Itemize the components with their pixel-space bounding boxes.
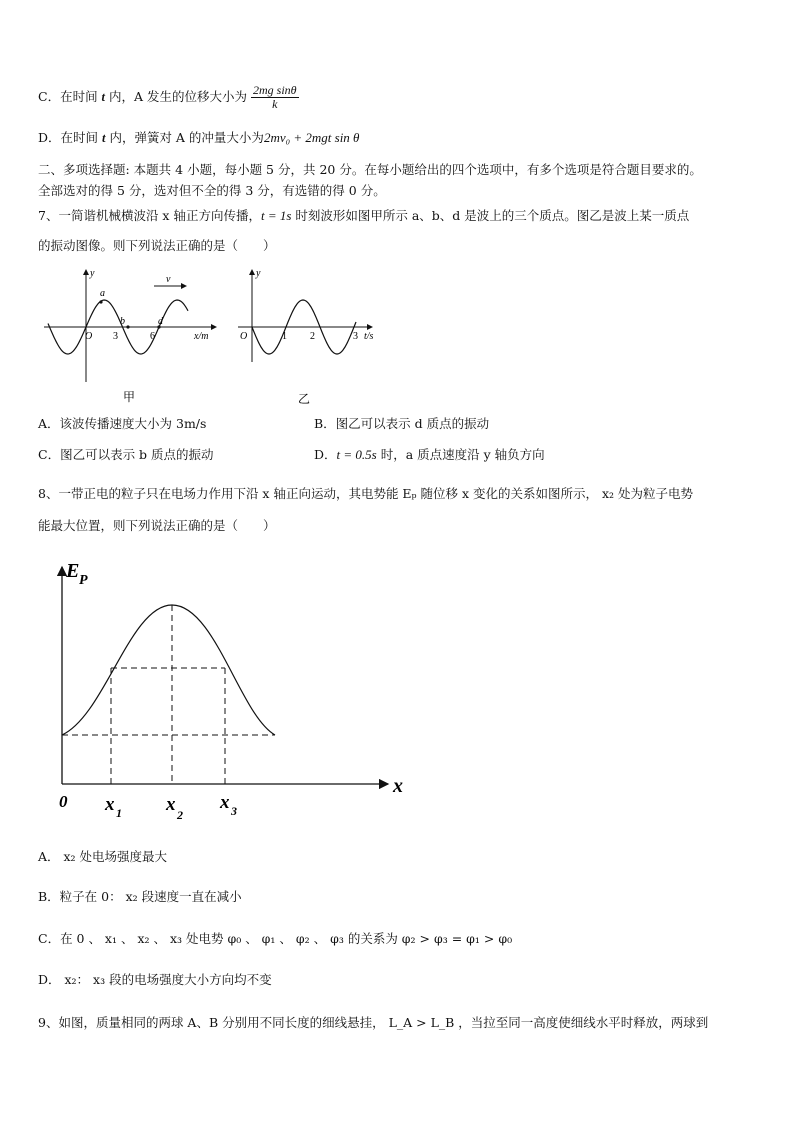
q7a-v-label: v: [166, 274, 171, 285]
q7-optd-post: 时，a 质点速度沿 y 轴负方向: [376, 447, 545, 462]
q7a-x-unit: x/m: [194, 331, 209, 342]
q8-option-c: C．在 0 、 x₁ 、 x₂ 、 x₃ 处电势 φ₀ 、 φ₁ 、 φ₂ 、 φ₃ 的关系为 φ₂ > φ₃ = φ₁ > φ₀: [38, 931, 513, 946]
q6-optc-den: k: [272, 97, 278, 111]
q7a-tick-6: 6: [150, 331, 155, 342]
q7a-point-b: [126, 325, 129, 328]
q8-x2-label: x: [166, 794, 176, 815]
q6-optd-t: t: [102, 131, 106, 145]
q6-optc-fraction: [251, 84, 299, 111]
q8-option-b: B．粒子在 0： x₂ 段速度一直在减小: [38, 889, 242, 904]
q7-stem-line1: [38, 208, 689, 224]
q6-optc-mid: 内，A 发生的位移大小为: [105, 89, 248, 104]
q6-optc-t: t: [101, 90, 106, 104]
q7a-point-a: [99, 300, 102, 303]
q7b-t-unit: t/s: [364, 331, 374, 342]
q7a-d-label: d: [158, 316, 163, 327]
q7b-origin: O: [240, 331, 248, 342]
q7b-tick-1: 1: [282, 331, 287, 342]
section2-line2: 全部选对的得 5 分，选对但不全的得 3 分，有选错的得 0 分。: [38, 183, 386, 198]
q7b-tick-2: 2: [310, 331, 315, 342]
q8-stem-line2: 能最大位置，则下列说法正确的是（ ）: [38, 518, 276, 533]
q7-stem-a: 7、一简谐机械横波沿 x 轴正方向传播，: [38, 208, 261, 223]
q8-ep-curve: [62, 605, 275, 735]
q7-optd-pre: D．: [314, 447, 337, 462]
q7-stem-t: t = 1s: [260, 208, 292, 223]
q8-option-a: A． x₂ 处电场强度最大: [38, 849, 168, 864]
q7-wave-graph: [38, 262, 228, 407]
q8-x-label: x: [393, 775, 403, 797]
section2-line1: 二、多项选择题: 本题共 4 小题，每小题 5 分，共 20 分。在每小题给出的四个选项中，有多个选项是符合题目要求的。: [38, 162, 702, 177]
q7-vibration-graph: [232, 262, 382, 407]
q6-option-d: [38, 130, 359, 146]
q8-x3-sub: 3: [231, 804, 237, 818]
q6-option-c: [38, 84, 299, 111]
q8-x1-sub: 1: [116, 806, 122, 820]
q8-stem-line1: 8、一带正电的粒子只在电场力作用下沿 x 轴正向运动，其电势能 Eₚ 随位移 x 变化的关系如图所示， x₂ 处为粒子电势: [38, 486, 694, 501]
q8-x3-label: x: [220, 792, 230, 813]
q7a-b-label: b: [120, 316, 125, 327]
q7-option-a: A．该波传播速度大小为 3m/s: [38, 416, 207, 431]
q8-y-sub: P: [79, 573, 88, 588]
q8-origin: 0: [59, 792, 68, 811]
q8-y-label: E: [66, 560, 80, 582]
q7-stem-line2: 的振动图像。则下列说法正确的是（ ）: [38, 238, 276, 253]
q7b-caption: 乙: [298, 392, 311, 406]
q7-optd-t: t = 0.5s: [336, 447, 377, 462]
q6-optc-prefix: C．在时间: [38, 89, 102, 104]
q6-optd-expr: 2mv₀ + 2mgt sin θ: [263, 130, 360, 145]
q7-option-d: [314, 447, 545, 463]
q8-option-d: D． x₂： x₃ 段的电场强度大小方向均不变: [38, 972, 272, 987]
q7-option-c: C．图乙可以表示 b 质点的振动: [38, 447, 214, 462]
q7a-origin: O: [85, 331, 93, 342]
q7a-a-label: a: [100, 288, 105, 299]
q6-optc-num: 2mg sinθ: [253, 83, 297, 97]
q7a-tick-3: 3: [113, 331, 118, 342]
q7-stem-b: 时刻波形如图甲所示 a、b、d 是波上的三个质点。图乙是波上某一质点: [291, 208, 690, 223]
q6-optd-mid: 内，弹簧对 A 的冲量大小为: [105, 130, 264, 145]
q8-x1-label: x: [105, 794, 115, 815]
q7a-caption: 甲: [123, 390, 136, 404]
q7-option-b: B．图乙可以表示 d 质点的振动: [314, 416, 490, 431]
q7a-y-label: y: [90, 268, 95, 279]
q9-stem-line1: 9、如图，质量相同的两球 A、B 分别用不同长度的细线悬挂， L_A > L_B ，当拉至同一高度使细线水平时释放，两球到: [38, 1015, 709, 1030]
q7b-y-label: y: [256, 268, 261, 279]
q6-optd-prefix: D．在时间: [38, 130, 102, 145]
q8-x2-sub: 2: [177, 808, 183, 822]
q7b-tick-3: 3: [353, 331, 358, 342]
q8-ep-graph: [50, 555, 420, 830]
